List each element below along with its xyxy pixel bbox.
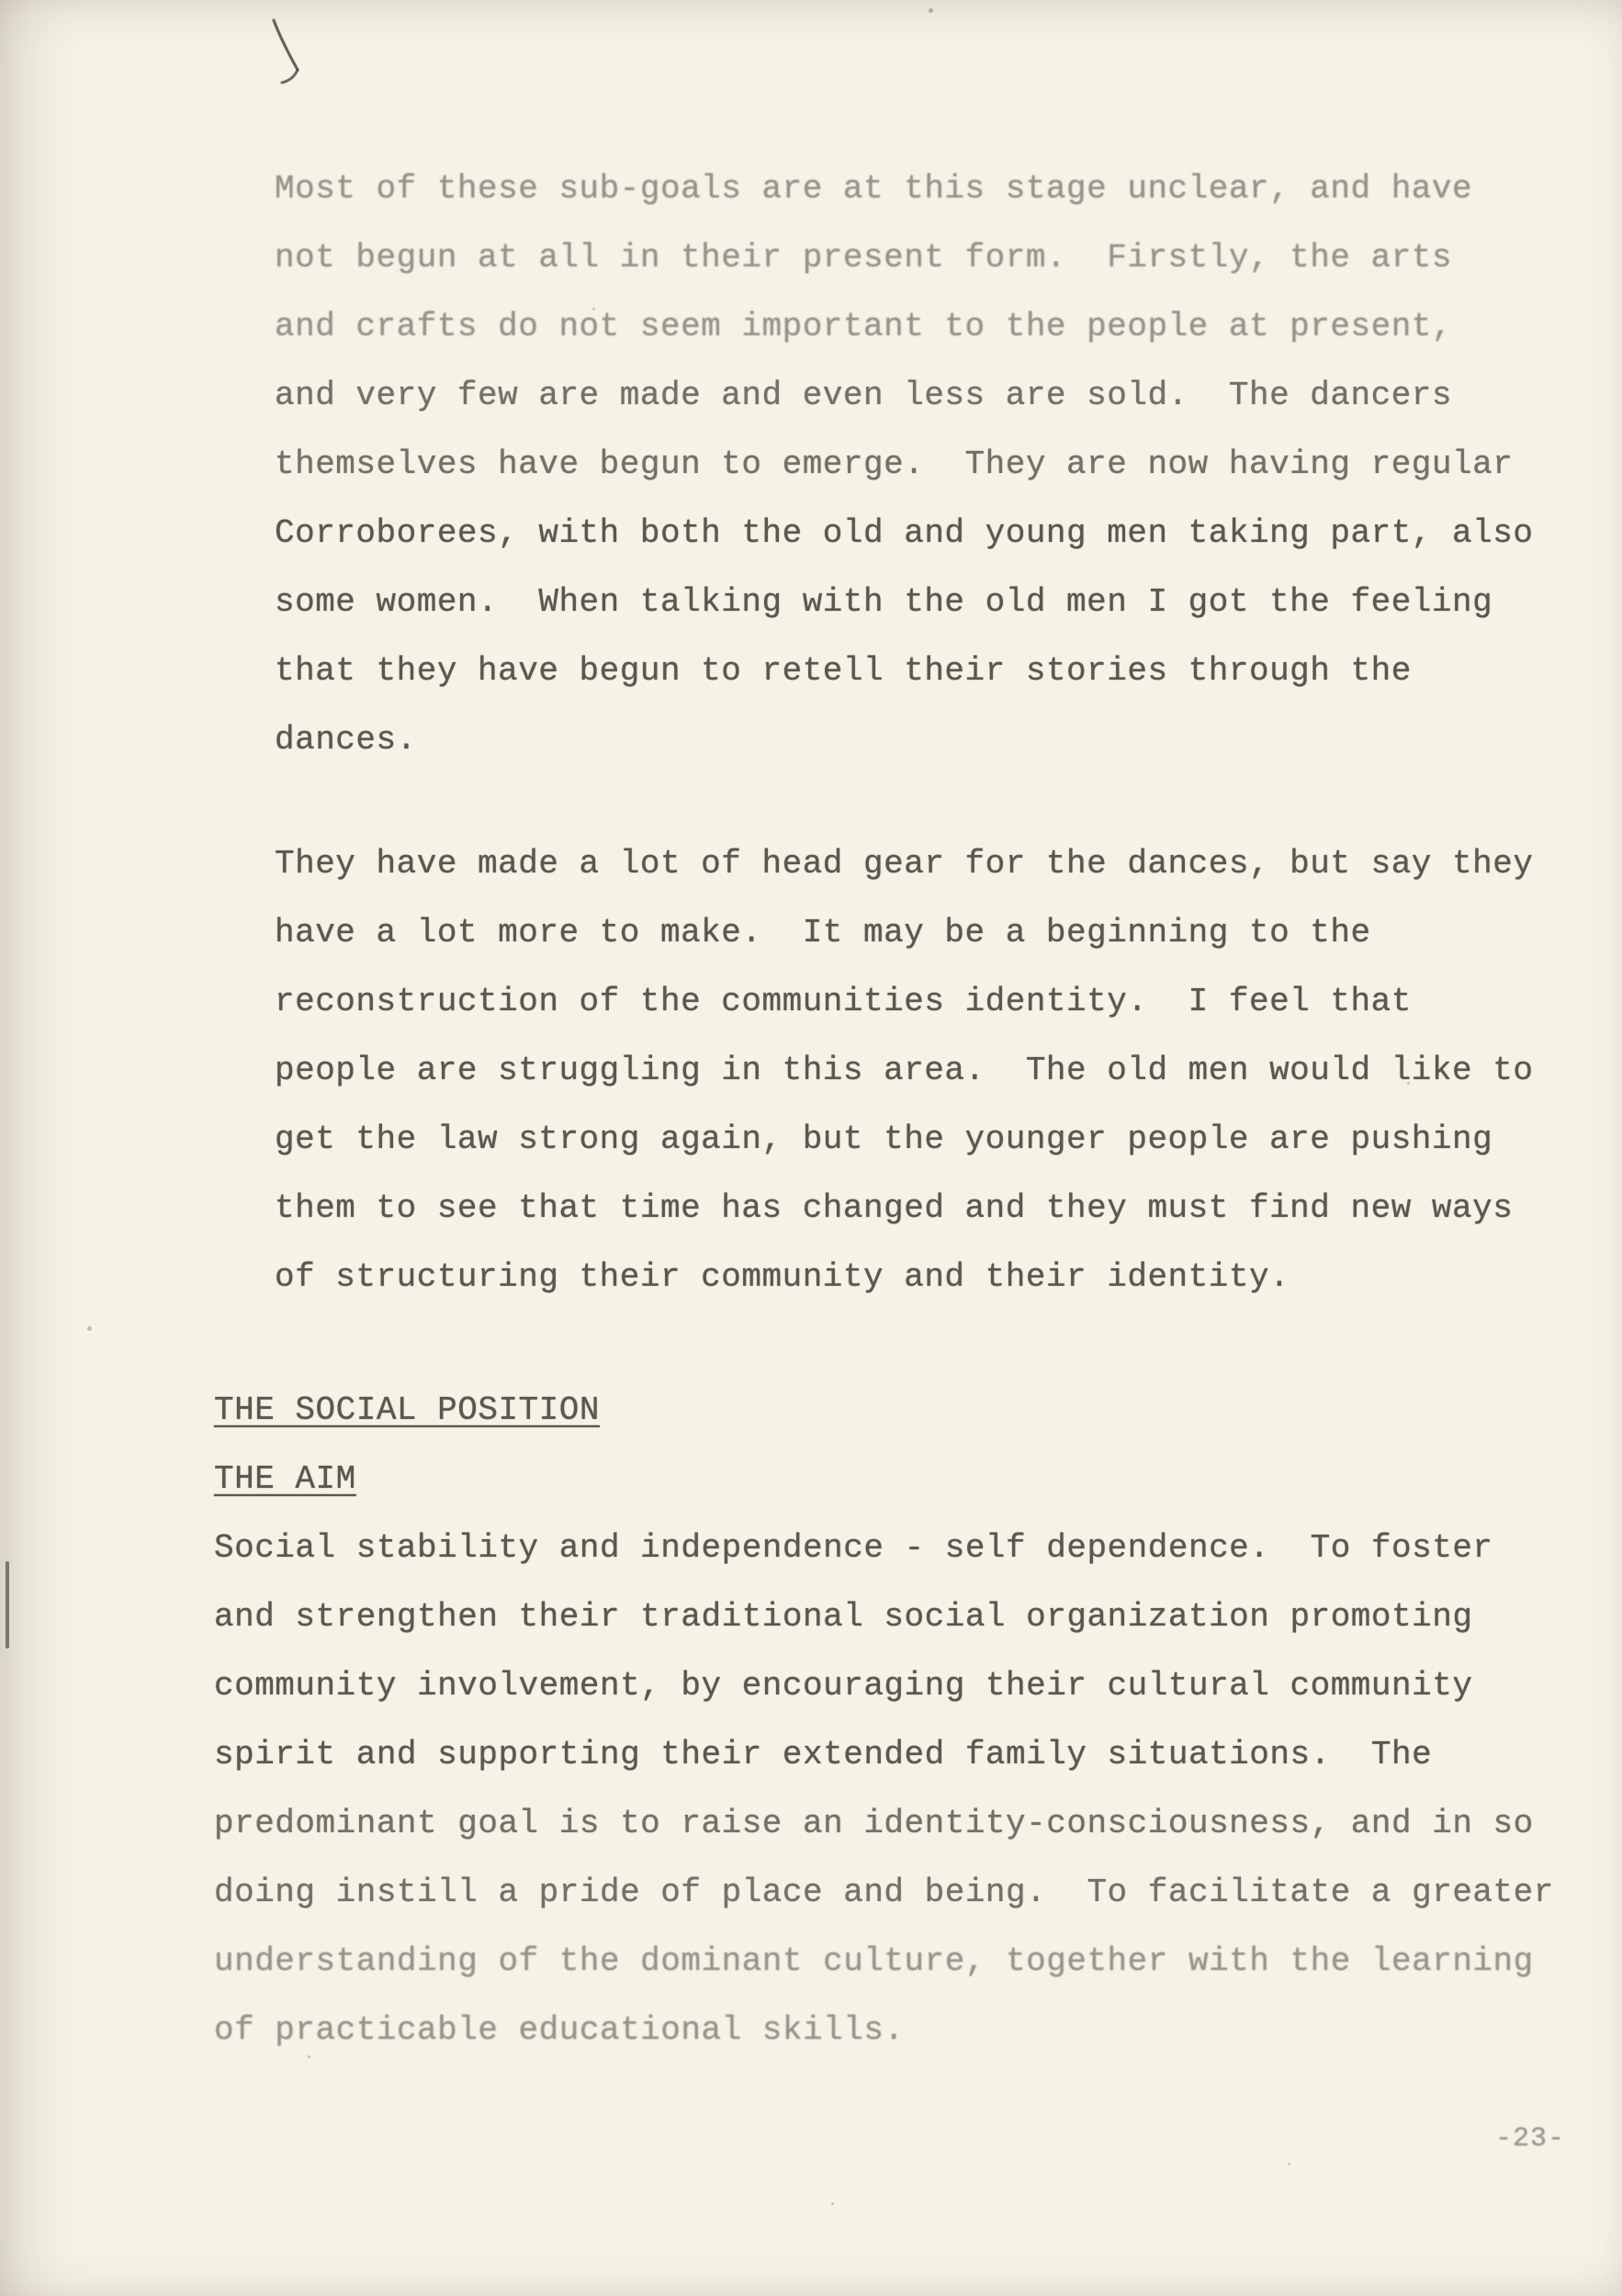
text-line: that they have begun to retell their stories through the [275, 652, 1412, 690]
heading-text: THE AIM [214, 1460, 356, 1498]
handwritten-pen-stroke [265, 17, 323, 94]
text-line: themselves have begun to emerge. They are now having regular [275, 445, 1514, 483]
text-line: of structuring their community and their identity. [275, 1258, 1290, 1296]
text-line: get the law strong again, but the younger people are pushing [275, 1120, 1493, 1158]
text-line: understanding of the dominant culture, together with the learning [214, 1942, 1534, 1980]
text-line: reconstruction of the communities identity. I feel that [275, 983, 1412, 1020]
section-heading-the-aim [214, 1445, 1573, 1514]
typewritten-text-block [214, 154, 1573, 2065]
text-line: and strengthen their traditional social organization promoting [214, 1598, 1473, 1636]
text-line: Corroborees, with both the old and young men taking part, also [275, 514, 1534, 552]
text-line: them to see that time has changed and they must find new ways [275, 1189, 1514, 1227]
paragraph-3 [214, 1514, 1573, 2065]
text-line: people are struggling in this area. The old men would like to [275, 1052, 1534, 1089]
text-line: some women. When talking with the old men I got the feeling [275, 583, 1493, 621]
scan-edge-artifact [6, 1561, 9, 1649]
text-line: community involvement, by encouraging their cultural community [214, 1667, 1473, 1705]
text-line: Social stability and independence - self dependence. To foster [214, 1529, 1493, 1567]
paragraph-1 [275, 154, 1573, 774]
text-line: spirit and supporting their extended family situations. The [214, 1736, 1433, 1773]
text-line: and very few are made and even less are sold. The dancers [275, 377, 1453, 414]
section-heading-social-position [214, 1376, 1573, 1445]
paper-specks [0, 0, 3, 3]
text-line: Most of these sub-goals are at this stage unclear, and have [275, 170, 1473, 208]
text-line: doing instill a pride of place and being. To facilitate a greater [214, 1874, 1554, 1911]
heading-text: THE SOCIAL POSITION [214, 1391, 600, 1429]
text-line: and crafts do not seem important to the people at present, [275, 308, 1453, 345]
text-line: They have made a lot of head gear for the dances, but say they [275, 845, 1534, 883]
paragraph-2 [275, 829, 1573, 1311]
text-line: have a lot more to make. It may be a beginning to the [275, 914, 1371, 951]
text-line: of practicable educational skills. [214, 2011, 905, 2049]
text-line: predominant goal is to raise an identity-consciousness, and in so [214, 1805, 1534, 1842]
text-line: dances. [275, 721, 417, 759]
page-number: -23- [1495, 2123, 1566, 2155]
text-line: not begun at all in their present form. Firstly, the arts [275, 239, 1453, 276]
